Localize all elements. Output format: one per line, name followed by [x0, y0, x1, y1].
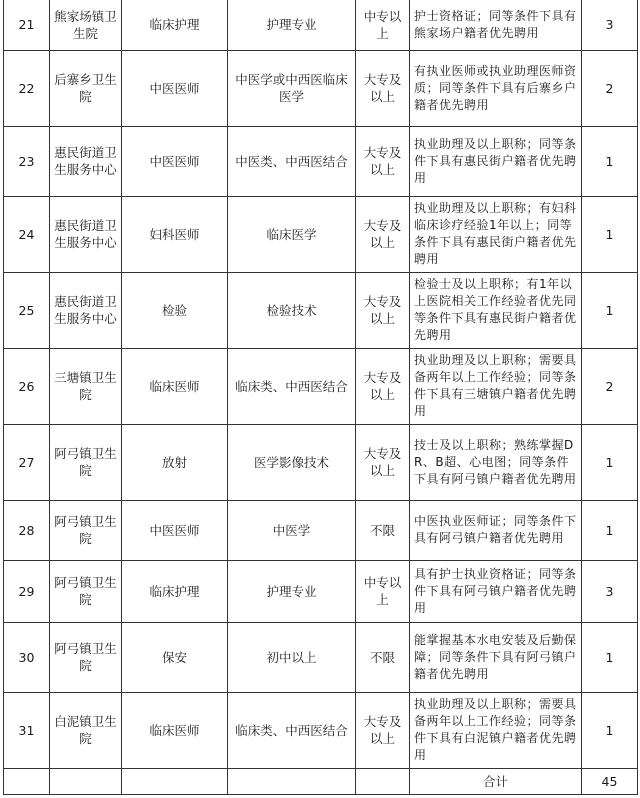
unit-name: 惠民街道卫生服务中心 [50, 126, 122, 196]
post-name: 临床医师 [122, 348, 228, 424]
empty-cell [122, 768, 228, 794]
education: 大专及以上 [356, 272, 410, 348]
education: 大专及以上 [356, 692, 410, 768]
post-name: 中医医师 [122, 500, 228, 560]
education: 大专及以上 [356, 126, 410, 196]
unit-name: 阿弓镇卫生院 [50, 622, 122, 692]
major: 护理专业 [228, 0, 356, 50]
table-body [4, 0, 638, 794]
table-row [4, 0, 638, 50]
recruitment-table [3, 0, 638, 795]
headcount: 1 [582, 272, 638, 348]
table-row [4, 424, 638, 500]
empty-cell [356, 768, 410, 794]
major: 医学影像技术 [228, 424, 356, 500]
requirements: 执业助理及以上职称；需要具备两年以上工作经验；同等条件下具有三塘镇户籍者优先聘用 [410, 348, 582, 424]
empty-cell [228, 768, 356, 794]
post-name: 临床医师 [122, 692, 228, 768]
requirements: 中医执业医师证；同等条件下具有阿弓镇户籍者优先聘用 [410, 500, 582, 560]
row-number: 30 [4, 622, 50, 692]
requirements: 执业助理及以上职称；需要具备两年以上工作经验；同等条件下具有白泥镇户籍者优先聘用 [410, 692, 582, 768]
headcount: 1 [582, 692, 638, 768]
requirements: 能掌握基本水电安装及后勤保障；同等条件下具有阿弓镇户籍者优先聘用 [410, 622, 582, 692]
unit-name: 惠民街道卫生服务中心 [50, 272, 122, 348]
headcount: 2 [582, 50, 638, 126]
table-row [4, 622, 638, 692]
requirements: 技士及以上职称；熟练掌握DR、B超、心电图；同等条件下具有阿弓镇户籍者优先聘用 [410, 424, 582, 500]
headcount: 1 [582, 196, 638, 272]
post-name: 保安 [122, 622, 228, 692]
row-number: 21 [4, 0, 50, 50]
row-number: 23 [4, 126, 50, 196]
table-row [4, 126, 638, 196]
unit-name: 白泥镇卫生院 [50, 692, 122, 768]
major: 临床类、中西医结合 [228, 692, 356, 768]
unit-name: 惠民街道卫生服务中心 [50, 196, 122, 272]
major: 中医学 [228, 500, 356, 560]
post-name: 中医医师 [122, 50, 228, 126]
education: 中专以上 [356, 560, 410, 622]
table-row [4, 692, 638, 768]
post-name: 检验 [122, 272, 228, 348]
unit-name: 阿弓镇卫生院 [50, 560, 122, 622]
table-row [4, 348, 638, 424]
education: 不限 [356, 622, 410, 692]
row-number: 22 [4, 50, 50, 126]
headcount: 3 [582, 560, 638, 622]
headcount: 1 [582, 424, 638, 500]
row-number: 27 [4, 424, 50, 500]
total-value: 45 [582, 768, 638, 794]
major: 临床类、中西医结合 [228, 348, 356, 424]
empty-cell [50, 768, 122, 794]
unit-name: 阿弓镇卫生院 [50, 500, 122, 560]
row-number: 25 [4, 272, 50, 348]
table-row [4, 50, 638, 126]
headcount: 2 [582, 348, 638, 424]
requirements: 执业助理及以上职称；有妇科临床诊疗经验1年以上；同等条件下具有惠民街户籍者优先聘用 [410, 196, 582, 272]
total-row [4, 768, 638, 794]
row-number: 26 [4, 348, 50, 424]
unit-name: 后寨乡卫生院 [50, 50, 122, 126]
row-number: 28 [4, 500, 50, 560]
table-row [4, 196, 638, 272]
requirements: 执业助理及以上职称；同等条件下具有惠民街户籍者优先聘用 [410, 126, 582, 196]
total-label: 合计 [410, 768, 582, 794]
post-name: 放射 [122, 424, 228, 500]
education: 大专及以上 [356, 50, 410, 126]
education: 不限 [356, 500, 410, 560]
unit-name: 阿弓镇卫生院 [50, 424, 122, 500]
unit-name: 三塘镇卫生院 [50, 348, 122, 424]
major: 中医类、中西医结合 [228, 126, 356, 196]
major: 中医学或中西医临床医学 [228, 50, 356, 126]
post-name: 临床护理 [122, 560, 228, 622]
empty-cell [4, 768, 50, 794]
row-number: 24 [4, 196, 50, 272]
major: 护理专业 [228, 560, 356, 622]
major: 初中以上 [228, 622, 356, 692]
headcount: 3 [582, 0, 638, 50]
headcount: 1 [582, 622, 638, 692]
requirements: 具有护士执业资格证；同等条件下具有阿弓镇户籍者优先聘用 [410, 560, 582, 622]
row-number: 29 [4, 560, 50, 622]
education: 中专以上 [356, 0, 410, 50]
table-row [4, 272, 638, 348]
table-row [4, 560, 638, 622]
requirements: 有执业医师或执业助理医师资质；同等条件下具有后寨乡户籍者优先聘用 [410, 50, 582, 126]
education: 大专及以上 [356, 348, 410, 424]
major: 临床医学 [228, 196, 356, 272]
major: 检验技术 [228, 272, 356, 348]
headcount: 1 [582, 500, 638, 560]
requirements: 护士资格证；同等条件下具有熊家场户籍者优先聘用 [410, 0, 582, 50]
requirements: 检验士及以上职称；有1年以上医院相关工作经验者优先同等条件下具有惠民街户籍者优先聘用 [410, 272, 582, 348]
row-number: 31 [4, 692, 50, 768]
table-row [4, 500, 638, 560]
headcount: 1 [582, 126, 638, 196]
education: 大专及以上 [356, 196, 410, 272]
education: 大专及以上 [356, 424, 410, 500]
unit-name: 熊家场镇卫生院 [50, 0, 122, 50]
post-name: 临床护理 [122, 0, 228, 50]
post-name: 妇科医师 [122, 196, 228, 272]
post-name: 中医医师 [122, 126, 228, 196]
